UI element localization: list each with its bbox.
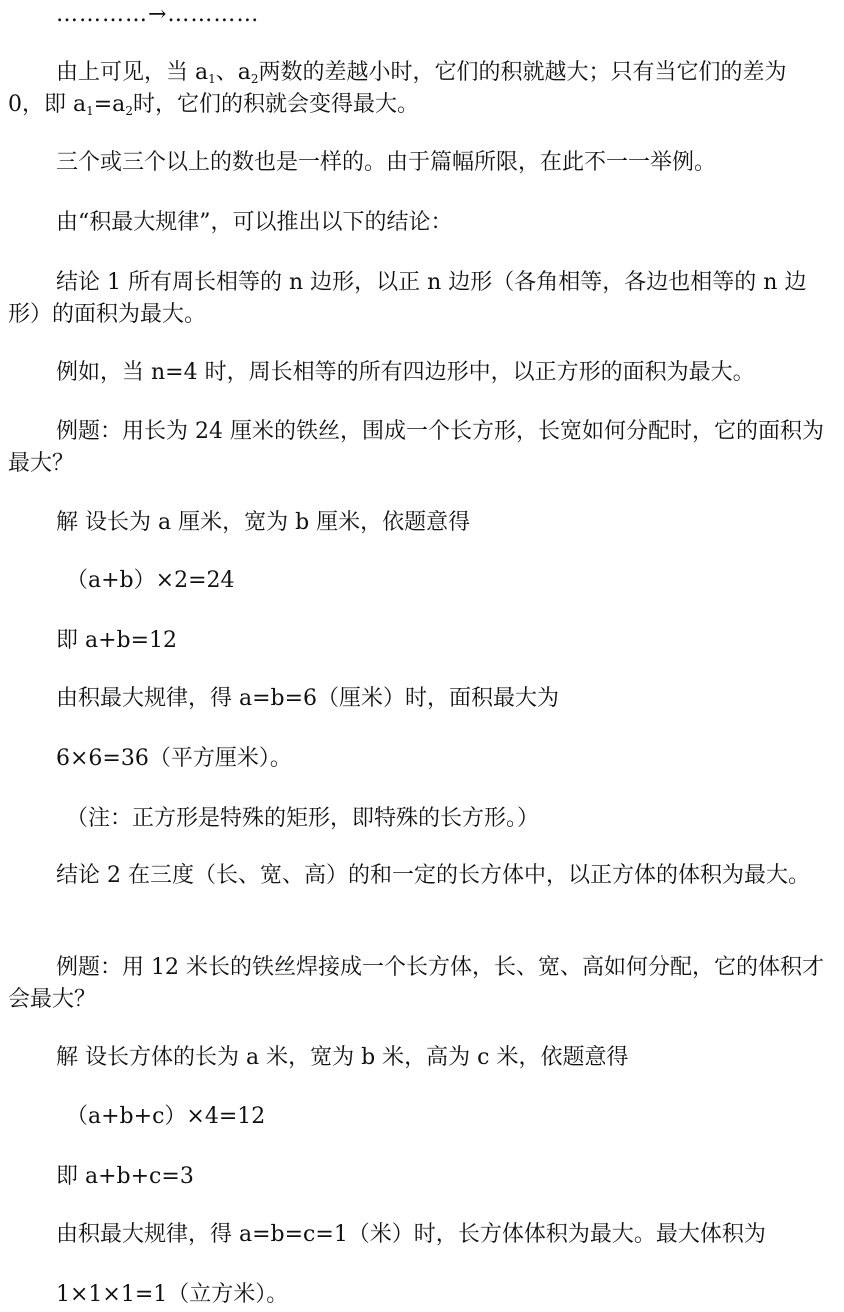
exercise-1-apply-rule: 由积最大规律，得 a=b=6（厘米）时，面积最大为 xyxy=(56,686,560,711)
conclusion-2: 结论 2 在三度（长、宽、高）的和一定的长方体中，以正方体的体积为最大。 xyxy=(56,863,810,888)
example-square: 例如，当 n=4 时，周长相等的所有四边形中，以正方形的面积为最大。 xyxy=(56,360,755,385)
paragraph-difference-product-line2: 0，即 $a_1=a_2$时，它们的积就会变得最大。 xyxy=(8,92,419,118)
conclusion-1: 结论 1 所有周长相等的 n 边形，以正 n 边形（各角相等，各边也相等的 n 边形）的面积为最大。 xyxy=(8,270,807,327)
dotted-arrow-leader: …………→………… xyxy=(56,2,260,27)
exercise-2-simplified: 即 a+b+c=3 xyxy=(56,1164,194,1189)
exercise-1-equation: （a+b）×2=24 xyxy=(66,568,235,593)
exercise-2-question: 例题：用 12 米长的铁丝焊接成一个长方体，长、宽、高如何分配，它的体积才会最大？ xyxy=(8,955,824,1012)
paragraph-derive-conclusions: 由“积最大规律”，可以推出以下的结论： xyxy=(56,210,453,235)
exercise-1-simplified: 即 a+b=12 xyxy=(56,628,178,653)
paragraph-three-or-more: 三个或三个以上的数也是一样的。由于篇幅所限，在此不一一举例。 xyxy=(56,150,717,175)
note-square-rectangle: （注：正方形是特殊的矩形，即特殊的长方形。） xyxy=(66,806,540,831)
exercise-1-question: 例题：用长为 24 厘米的铁丝，围成一个长方形，长宽如何分配时，它的面积为最大？ xyxy=(8,419,824,476)
exercise-2-equation: （a+b+c）×4=12 xyxy=(66,1104,266,1129)
exercise-1-result: 6×6=36（平方厘米）。 xyxy=(56,746,292,771)
exercise-1-solution-setup: 解 设长为 a 厘米，宽为 b 厘米，依题意得 xyxy=(56,510,471,535)
exercise-2-result: 1×1×1=1（立方米）。 xyxy=(56,1282,289,1307)
exercise-2-apply-rule: 由积最大规律，得 a=b=c=1（米）时，长方体体积为最大。最大体积为 xyxy=(56,1222,766,1247)
paragraph-difference-product-line1: 由上可见，当 $a_1$、$a_2$两数的差越小时，它们的积就越大；只有当它们的差为 xyxy=(56,60,787,86)
exercise-2-solution-setup: 解 设长方体的长为 a 米，宽为 b 米，高为 c 米，依题意得 xyxy=(56,1045,629,1070)
